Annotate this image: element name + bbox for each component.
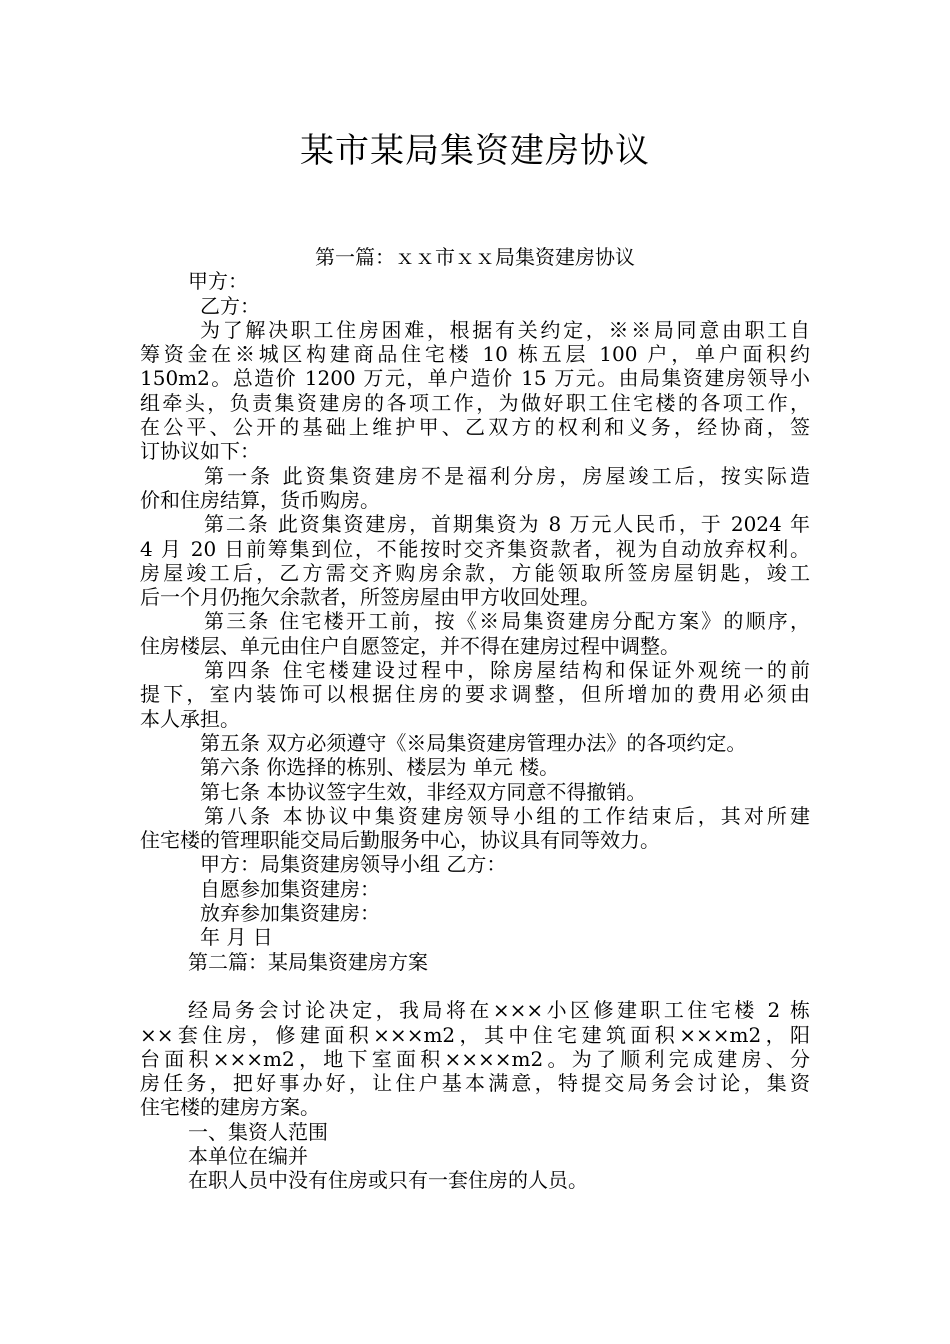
article-line: 第七条 本协议签字生效，非经双方同意不得撤销。	[200, 779, 647, 804]
article-line: 第四条 住宅楼建设过程中，除房屋结构和保证外观统一的前	[204, 658, 810, 683]
party-b-label: 乙方：	[200, 293, 260, 318]
paragraph-line: 150m2。总造价 1200 万元，单户造价 15 万元。由局集资建房领导小	[140, 366, 810, 391]
article-line: 本人承担。	[140, 706, 240, 731]
article-line: 住房楼层、单元由住户自愿签定，并不得在建房过程中调整。	[140, 633, 680, 658]
paragraph-line: 房任务，把好事办好，让住户基本满意，特提交局务会讨论，集资	[140, 1071, 810, 1096]
article-line: 第二条 此资集资建房，首期集资为 8 万元人民币，于 2024 年	[204, 512, 810, 537]
document-title: 某市某局集资建房协议	[300, 131, 650, 171]
party-a-label: 甲方：	[188, 269, 248, 294]
date-line: 年 月 日	[200, 925, 273, 950]
blank-line	[140, 974, 810, 998]
article-line: 4 月 20 日前筹集到位，不能按时交齐集资款者，视为自动放弃权利。	[140, 536, 810, 561]
article-line: 第一条 此资集资建房不是福利分房，房屋竣工后，按实际造	[204, 463, 810, 488]
article-line: 房屋竣工后，乙方需交齐购房余款，方能领取所签房屋钥匙，竣工	[140, 560, 810, 585]
section-heading: 第一篇：ｘｘ市ｘｘ局集资建房协议	[315, 245, 635, 269]
document-body	[140, 245, 810, 1193]
paragraph-line: 本单位在编并	[188, 1143, 308, 1168]
article-line: 第三条 住宅楼开工前，按《※局集资建房分配方案》的顺序，	[204, 609, 810, 634]
paragraph-line: 为了解决职工住房困难，根据有关约定，※※局同意由职工自	[200, 317, 810, 342]
signature-line: 自愿参加集资建房：	[200, 876, 380, 901]
paragraph-line: 经局务会讨论决定，我局将在×××小区修建职工住宅楼 2 栋	[188, 998, 810, 1023]
paragraph-line: 在职人员中没有住房或只有一套住房的人员。	[188, 1168, 588, 1193]
subsection-heading: 一、集资人范围	[188, 1119, 328, 1144]
paragraph-line: 在公平、公开的基础上维护甲、乙双方的权利和义务，经协商，签	[140, 415, 810, 440]
article-line: 第六条 你选择的栋别、楼层为 单元 楼。	[200, 755, 560, 780]
paragraph-line: 台面积×××m2，地下室面积××××m2。为了顺利完成建房、分	[140, 1046, 810, 1071]
paragraph-line: 订协议如下：	[140, 439, 260, 464]
signature-line: 放弃参加集资建房：	[200, 901, 380, 926]
paragraph-line: 筹资金在※城区构建商品住宅楼 10 栋五层 100 户，单户面积约	[140, 342, 810, 367]
paragraph-line: ××套住房，修建面积×××m2，其中住宅建筑面积×××m2，阳	[140, 1022, 810, 1047]
paragraph-line: 组牵头，负责集资建房的各项工作，为做好职工住宅楼的各项工作，	[140, 390, 810, 415]
article-line: 第五条 双方必须遵守《※局集资建房管理办法》的各项约定。	[200, 730, 747, 755]
article-line: 后一个月仍拖欠余款者，所签房屋由甲方收回处理。	[140, 585, 600, 610]
signature-line: 甲方：局集资建房领导小组 乙方：	[200, 852, 507, 877]
article-line: 提下，室内装饰可以根据住房的要求调整，但所增加的费用必须由	[140, 682, 810, 707]
article-line: 价和住房结算，货币购房。	[140, 487, 380, 512]
section-heading: 第二篇：某局集资建房方案	[188, 949, 428, 974]
article-line: 住宅楼的管理职能交局后勤服务中心，协议具有同等效力。	[140, 828, 660, 853]
paragraph-line: 住宅楼的建房方案。	[140, 1095, 320, 1120]
article-line: 第八条 本协议中集资建房领导小组的工作结束后，其对所建	[204, 803, 810, 828]
